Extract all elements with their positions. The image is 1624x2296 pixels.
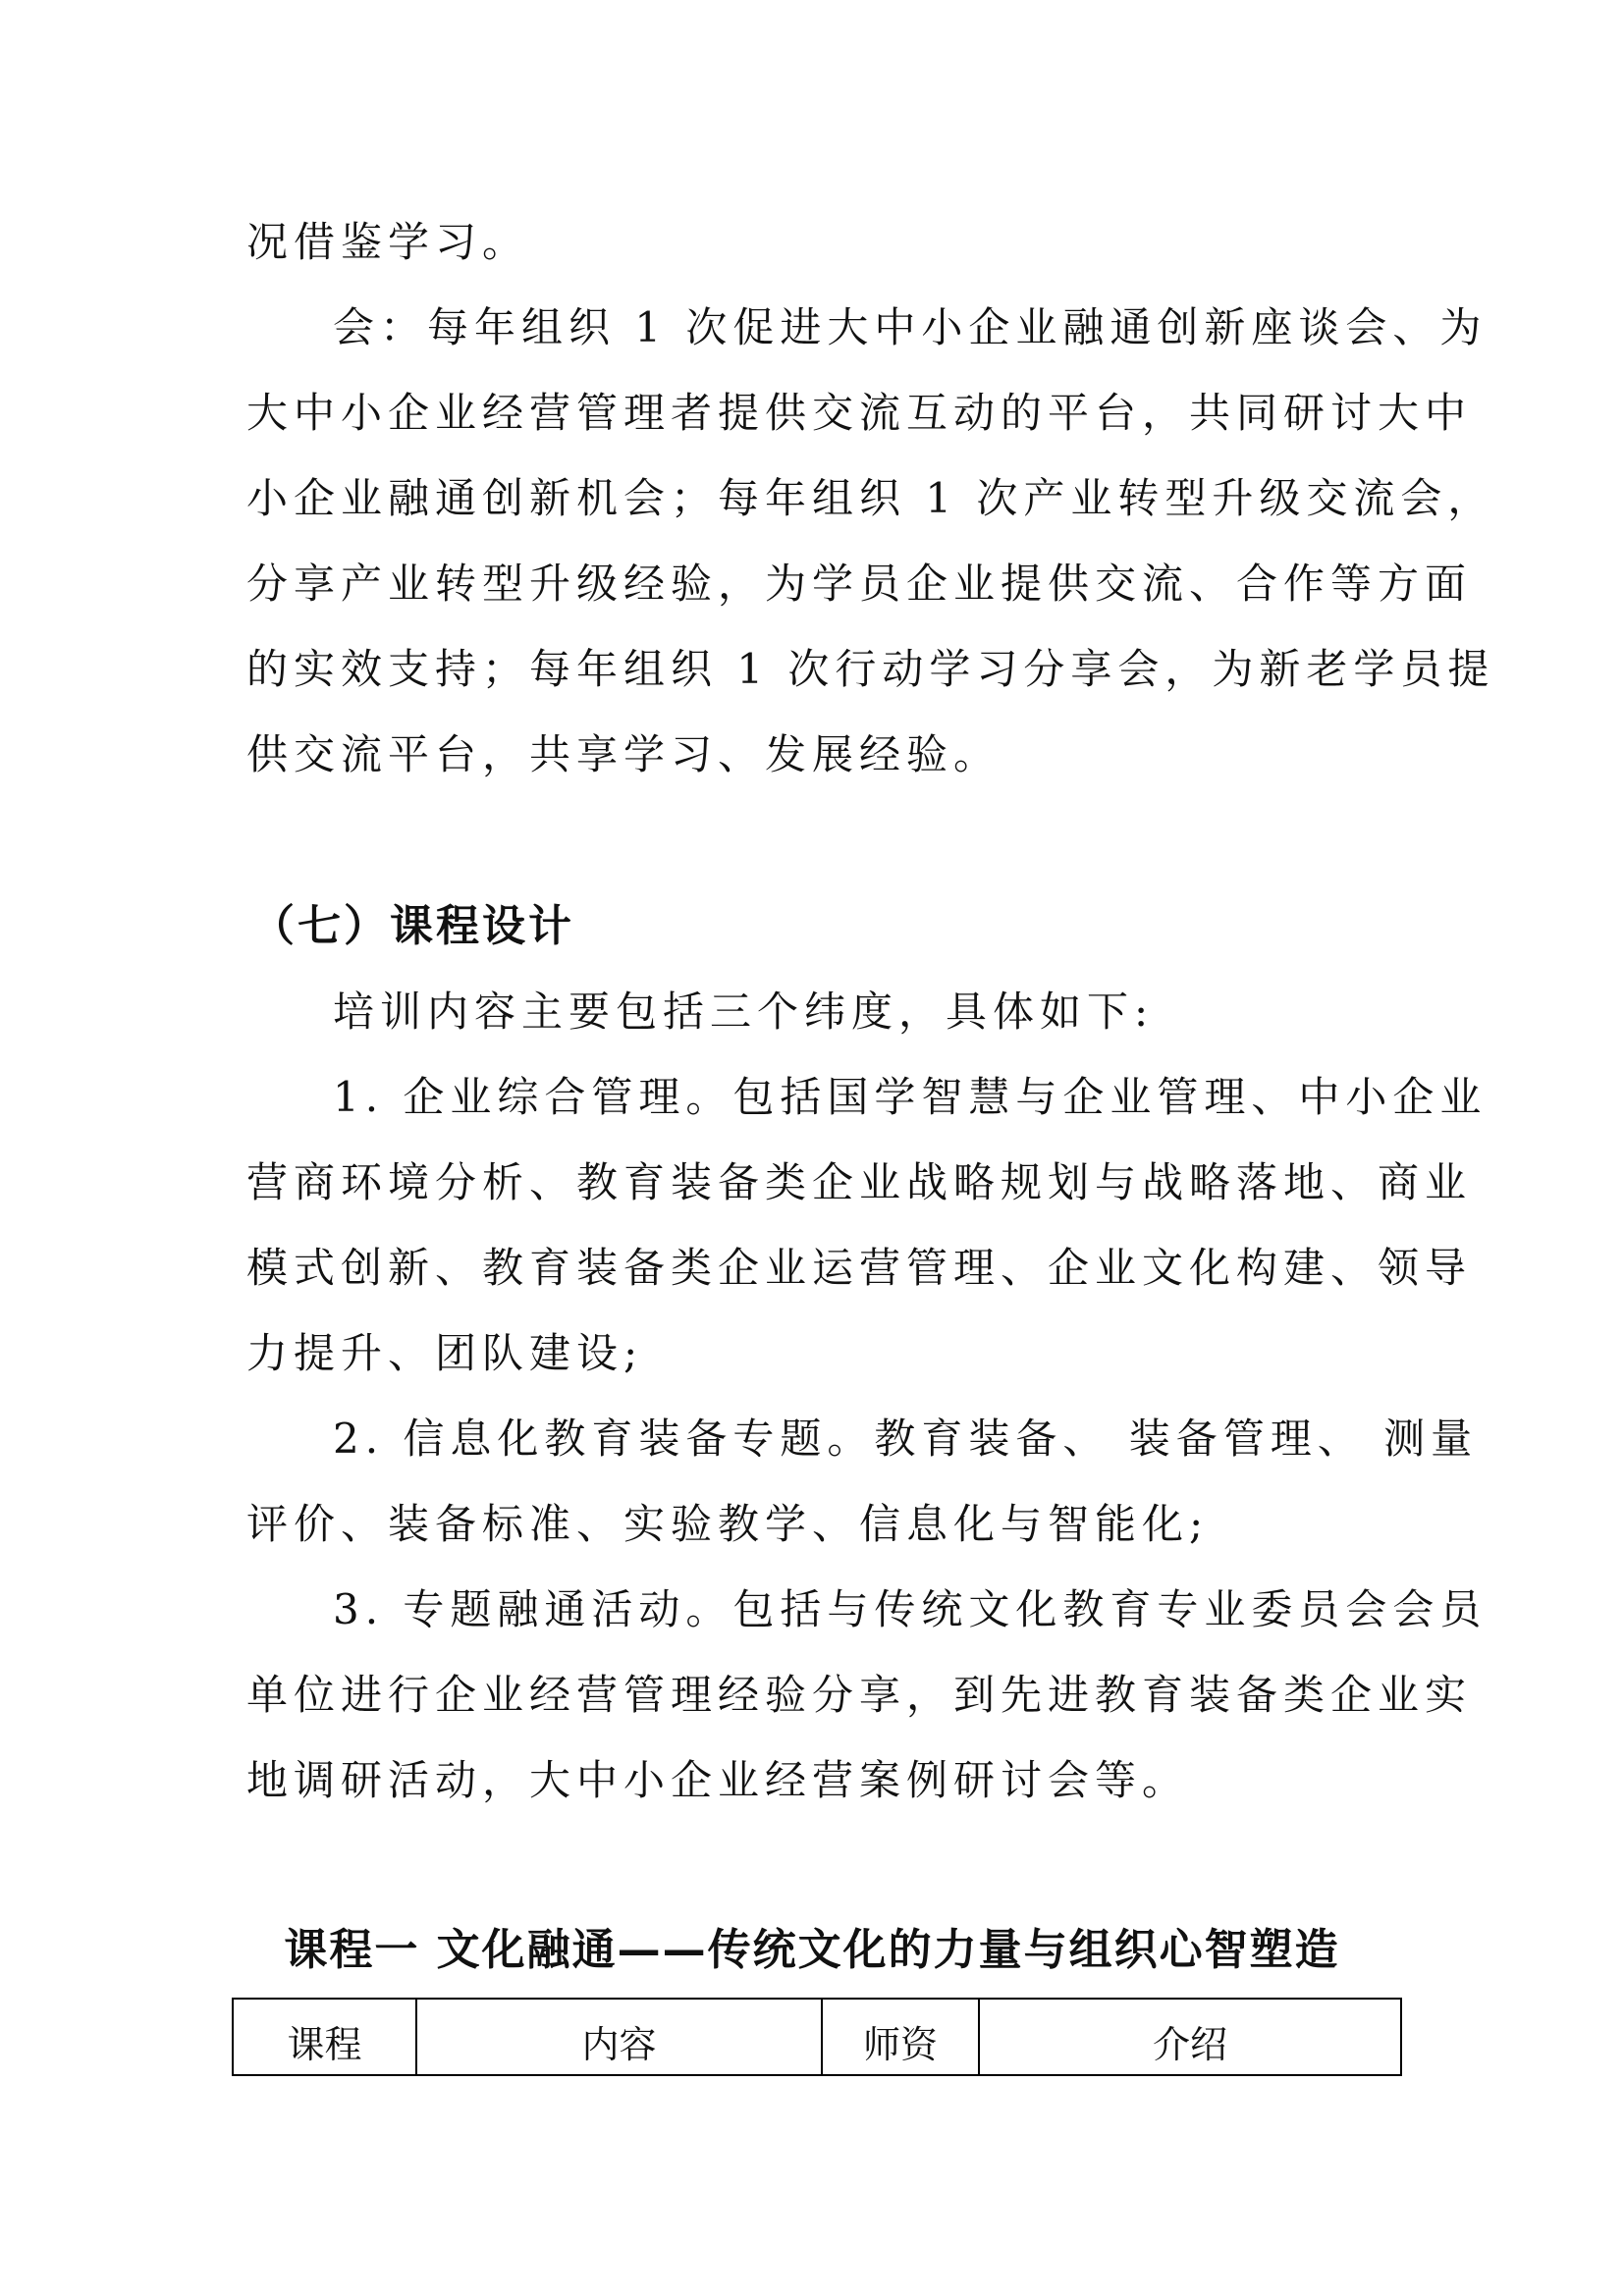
paragraph-line: 供交流平台，共享学习、发展经验。 xyxy=(246,730,1001,778)
paragraph-line: 单位进行企业经营管理经验分享，到先进教育装备类企业实 xyxy=(246,1671,1473,1719)
paragraph-line: 1. 企业综合管理。包括国学智慧与企业管理、中小企业 xyxy=(333,1073,1488,1121)
paragraph-line: 模式创新、教育装备类企业运营管理、企业文化构建、领导 xyxy=(246,1244,1473,1292)
paragraph-line: 培训内容主要包括三个纬度，具体如下: xyxy=(333,988,1155,1036)
paragraph-line: 评价、装备标准、实验教学、信息化与智能化; xyxy=(246,1500,1210,1548)
table-header-row xyxy=(233,1999,1401,2075)
paragraph-line: 会：每年组织 1 次促进大中小企业融通创新座谈会、为 xyxy=(333,303,1488,351)
paragraph-line: 地调研活动，大中小企业经营案例研讨会等。 xyxy=(246,1756,1190,1804)
paragraph-line: 况借鉴学习。 xyxy=(246,218,530,266)
paragraph-line: 2. 信息化教育装备专题。教育装备、 装备管理、 测量 xyxy=(333,1415,1479,1463)
paragraph-line: 的实效支持；每年组织 1 次行动学习分享会，为新老学员提 xyxy=(246,645,1495,693)
table-header-content: 内容 xyxy=(416,1999,822,2075)
table-header-teachers: 师资 xyxy=(822,1999,979,2075)
table-header-course: 课程 xyxy=(233,1999,416,2075)
section-heading: （七）课程设计 xyxy=(251,901,574,951)
paragraph-line: 3. 专题融通活动。包括与传统文化教育专业委员会会员 xyxy=(333,1585,1488,1633)
table-header-introduction: 介绍 xyxy=(979,1999,1401,2075)
paragraph-line: 分享产业转型升级经验，为学员企业提供交流、合作等方面 xyxy=(246,560,1473,608)
paragraph-line: 大中小企业经营管理者提供交流互动的平台，共同研讨大中 xyxy=(246,389,1473,437)
paragraph-line: 力提升、团队建设; xyxy=(246,1329,644,1377)
course-table xyxy=(232,1998,1402,2076)
table-title: 课程一 文化融通——传统文化的力量与组织心智塑造 xyxy=(284,1925,1340,1975)
paragraph-line: 小企业融通创新机会；每年组织 1 次产业转型升级交流会， xyxy=(246,474,1495,522)
paragraph-line: 营商环境分析、教育装备类企业战略规划与战略落地、商业 xyxy=(246,1158,1473,1206)
